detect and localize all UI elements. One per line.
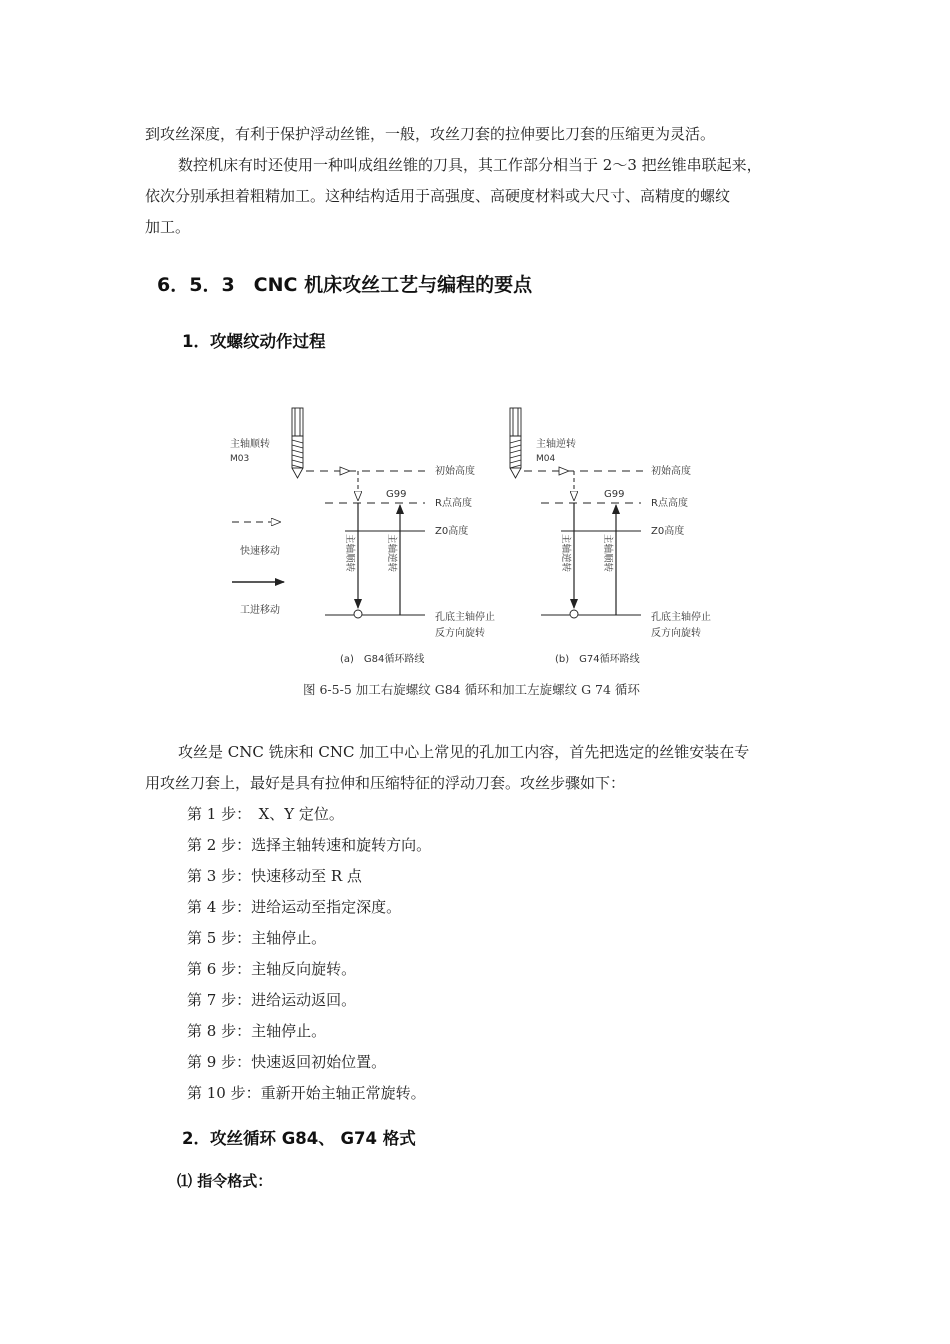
figure-caption: 图 6-5-5 加工右旋螺纹 G84 循环和加工左旋螺纹 G 74 循环 xyxy=(303,682,640,697)
g74-bottom-point xyxy=(570,610,578,618)
g84-initial-height-label: 初始高度 xyxy=(435,466,475,477)
step-8: 第 8 步：主轴停止。 xyxy=(187,1022,327,1040)
g84-code: M03 xyxy=(230,454,250,464)
g74-g99: G99 xyxy=(604,489,625,500)
tapping-cycle-diagram xyxy=(0,395,950,680)
g74-r-height-label: R点高度 xyxy=(651,498,688,509)
step-6: 第 6 步：主轴反向旋转。 xyxy=(187,960,357,978)
intro-line-3: 依次分别承担着粗精加工。这种结构适用于高强度、高硬度材料或大尺寸、高精度的螺纹 xyxy=(145,187,731,205)
g84-z0-label: Z0高度 xyxy=(435,526,469,537)
legend xyxy=(232,522,284,616)
g84-bottom-point xyxy=(354,610,362,618)
g74-initial-height-label: 初始高度 xyxy=(651,466,691,477)
g74-down-label: 主轴逆转 xyxy=(560,534,571,573)
g84-rapid-arrow-right xyxy=(340,467,350,475)
subsubsection-title: ⑴ 指令格式： xyxy=(177,1172,273,1190)
g84-diagram xyxy=(230,408,495,665)
step-1: 第 1 步： X、Y 定位。 xyxy=(187,805,344,823)
step-3: 第 3 步：快速移动至 R 点 xyxy=(187,867,362,885)
subsection-2-title: 2．攻丝循环 G84、 G74 格式 xyxy=(182,1129,416,1148)
step-5: 第 5 步：主轴停止。 xyxy=(187,929,327,947)
g84-up-label: 主轴逆转 xyxy=(386,534,397,573)
intro-line-2: 数控机床有时还使用一种叫成组丝锥的刀具，其工作部分相当于 2～3 把丝锥串联起来， xyxy=(178,156,762,174)
body-line-1: 攻丝是 CNC 铣床和 CNC 加工中心上常见的孔加工内容，首先把选定的丝锥安装在专 xyxy=(178,743,750,761)
g74-spindle-label: 主轴逆转 xyxy=(536,439,576,450)
g74-rapid-arrow-right xyxy=(559,467,569,475)
g74-caption: (b) G74循环路线 xyxy=(555,654,640,665)
g84-bottom-label-2: 反方向旋转 xyxy=(435,628,485,639)
g84-down-label: 主轴顺转 xyxy=(344,534,355,573)
intro-line-1: 到攻丝深度，有利于保护浮动丝锥，一般，攻丝刀套的拉伸要比刀套的压缩更为灵活。 xyxy=(145,125,716,143)
g74-bottom-label-2: 反方向旋转 xyxy=(651,628,701,639)
g74-up-label: 主轴顺转 xyxy=(602,534,613,573)
tap-tool-icon xyxy=(292,408,303,478)
step-9: 第 9 步：快速返回初始位置。 xyxy=(187,1053,387,1071)
g74-bottom-label-1: 孔底主轴停止 xyxy=(651,612,711,623)
g84-caption: (a) G84循环路线 xyxy=(340,654,425,665)
g74-diagram xyxy=(510,408,711,665)
legend-rapid-label: 快速移动 xyxy=(240,546,280,557)
g74-code: M04 xyxy=(536,454,556,464)
g84-g99: G99 xyxy=(386,489,407,500)
step-10: 第 10 步：重新开始主轴正常旋转。 xyxy=(187,1084,426,1102)
g84-spindle-label: 主轴顺转 xyxy=(230,439,270,450)
step-4: 第 4 步：进给运动至指定深度。 xyxy=(187,898,402,916)
tap-tool-icon xyxy=(510,408,521,478)
step-7: 第 7 步：进给运动返回。 xyxy=(187,991,357,1009)
g74-z0-label: Z0高度 xyxy=(651,526,685,537)
body-line-2: 用攻丝刀套上，最好是具有拉伸和压缩特征的浮动刀套。攻丝步骤如下： xyxy=(145,774,626,792)
g84-r-height-label: R点高度 xyxy=(435,498,472,509)
subsection-1-title: 1．攻螺纹动作过程 xyxy=(182,332,326,351)
g84-bottom-label-1: 孔底主轴停止 xyxy=(435,612,495,623)
step-2: 第 2 步：选择主轴转速和旋转方向。 xyxy=(187,836,432,854)
intro-line-4: 加工。 xyxy=(145,218,191,236)
section-title: 6．5．3 CNC 机床攻丝工艺与编程的要点 xyxy=(157,274,533,296)
legend-feed-label: 工进移动 xyxy=(240,605,280,616)
